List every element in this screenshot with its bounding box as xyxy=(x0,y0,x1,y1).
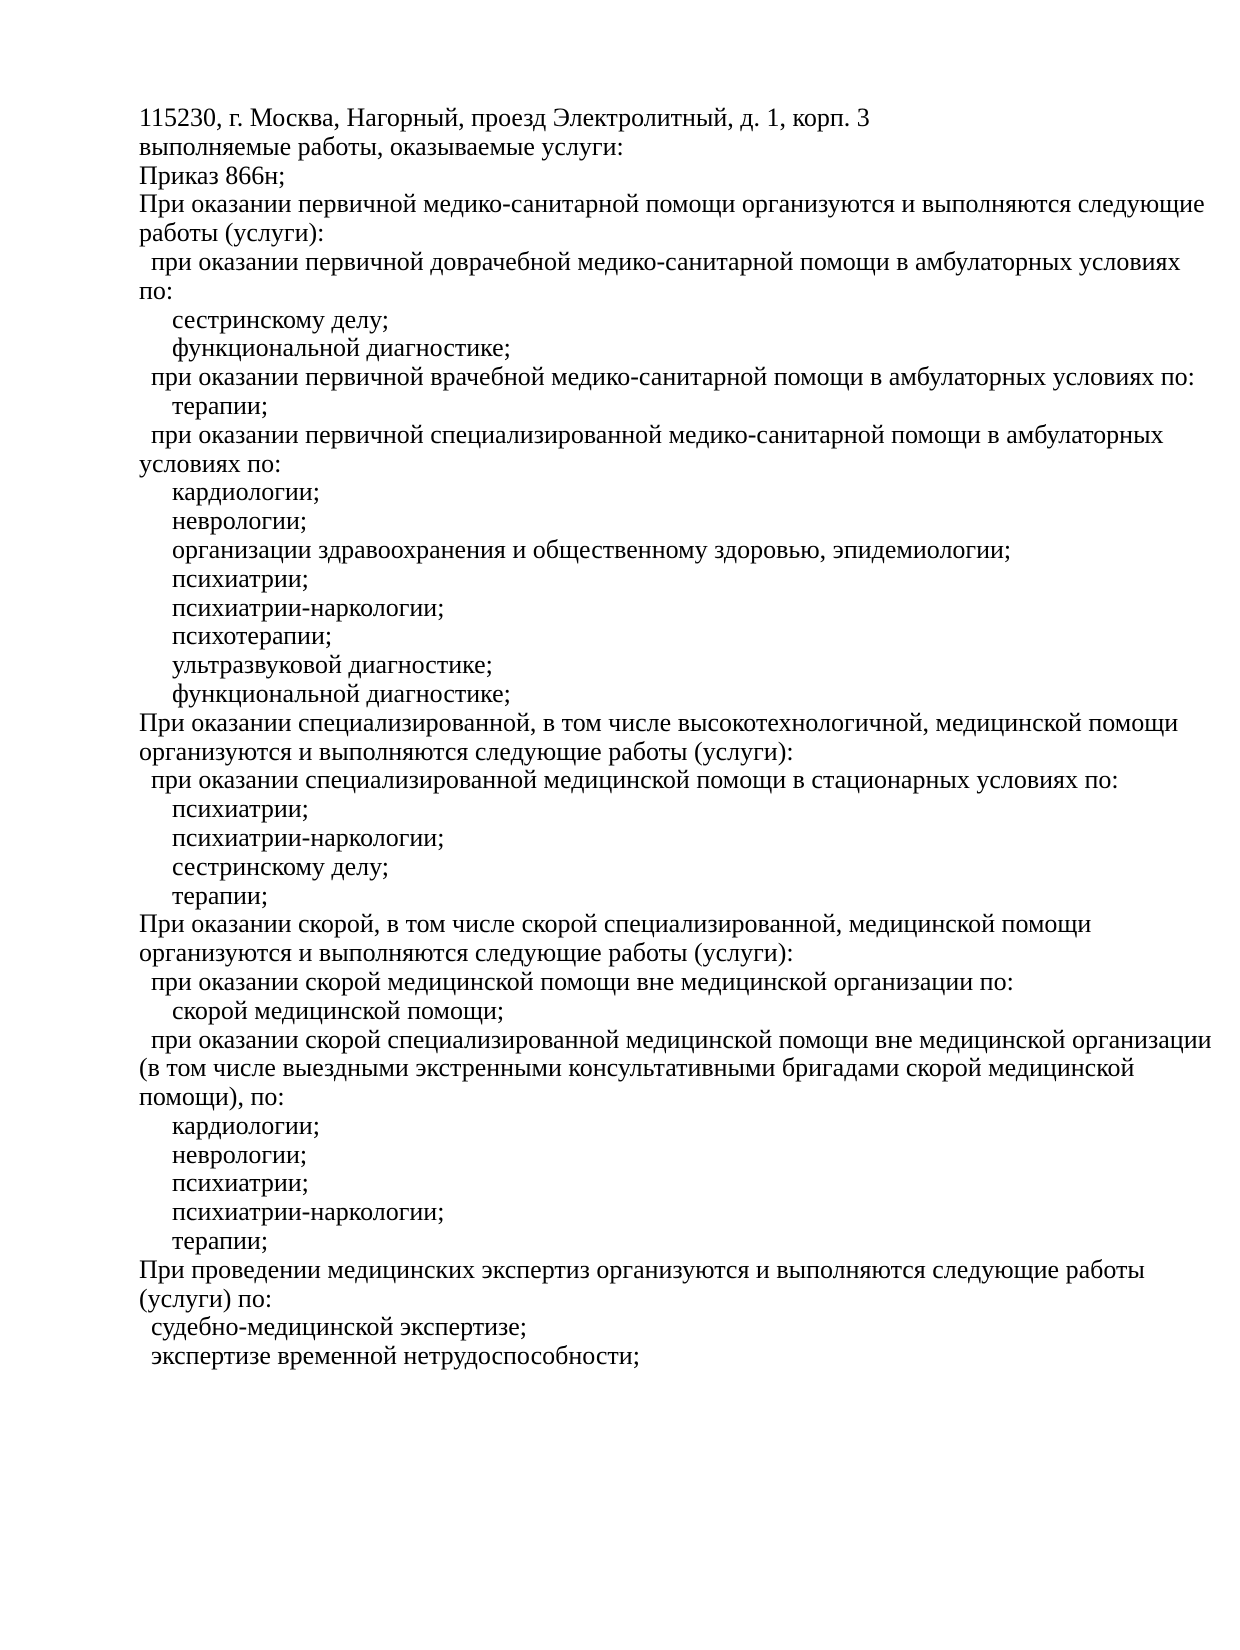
text-line: при оказании первичной врачебной медико-санитарной помощи в амбулаторных условиях по: xyxy=(151,362,1195,392)
text-line: При проведении медицинских экспертиз организуются и выполняются следующие работы xyxy=(139,1254,1145,1284)
text-line: при оказании скорой медицинской помощи вне медицинской организации по: xyxy=(151,966,1014,996)
text-line: выполняемые работы, оказываемые услуги: xyxy=(139,131,624,161)
text-line: по: xyxy=(139,275,174,305)
text-line: Приказ 866н; xyxy=(139,160,286,190)
text-line: организуются и выполняются следующие работы (услуги): xyxy=(139,938,794,968)
text-line: функциональной диагностике; xyxy=(172,678,511,708)
text-line: психиатрии-наркологии; xyxy=(172,822,445,852)
document-page xyxy=(139,103,1212,1371)
text-line: при оказании специализированной медицинской помощи в стационарных условиях по: xyxy=(151,765,1119,795)
text-line: организации здравоохранения и общественному здоровью, эпидемиологии; xyxy=(172,534,1012,564)
text-line: сестринскому делу; xyxy=(172,851,390,881)
address-line: 115230, г. Москва, Нагорный, проезд Электролитный, д. 1, корп. 3 xyxy=(139,103,870,132)
text-line: терапии; xyxy=(172,1226,269,1256)
text-line: неврологии; xyxy=(172,506,308,536)
text-line: помощи), по: xyxy=(139,1082,285,1112)
text-line: При оказании скорой, в том числе скорой специализированной, медицинской помощи xyxy=(139,909,1092,939)
text-line: психиатрии-наркологии; xyxy=(172,1197,445,1227)
text-line: при оказании скорой специализированной медицинской помощи вне медицинской организации xyxy=(151,1024,1212,1054)
text-line: при оказании первичной специализированной медико-санитарной помощи в амбулаторных xyxy=(151,419,1164,449)
text-line: терапии; xyxy=(172,880,269,910)
text-line: экспертизе временной нетрудоспособности; xyxy=(151,1341,640,1371)
text-line: психотерапии; xyxy=(172,621,333,651)
text-line: неврологии; xyxy=(172,1139,308,1169)
text-line: терапии; xyxy=(172,390,269,420)
text-line: психиатрии; xyxy=(172,563,309,593)
text-line: при оказании первичной доврачебной медико-санитарной помощи в амбулаторных условиях xyxy=(151,246,1181,276)
text-line: (услуги) по: xyxy=(139,1283,273,1313)
text-line: работы (услуги): xyxy=(139,218,325,248)
text-line: психиатрии; xyxy=(172,794,309,824)
text-line: судебно-медицинской экспертизе; xyxy=(151,1312,528,1342)
text-line: скорой медицинской помощи; xyxy=(172,995,505,1025)
text-line: При оказании специализированной, в том числе высокотехнологичной, медицинской помощи xyxy=(139,707,1179,737)
text-line: (в том числе выездными экстренными консультативными бригадами скорой медицинской xyxy=(139,1053,1135,1083)
text-line: кардиологии; xyxy=(172,1110,320,1140)
text-line: психиатрии; xyxy=(172,1168,309,1198)
text-line: организуются и выполняются следующие работы (услуги): xyxy=(139,736,794,766)
text-line: сестринскому делу; xyxy=(172,304,390,334)
text-line: функциональной диагностике; xyxy=(172,333,511,363)
text-line: условиях по: xyxy=(139,448,282,478)
text-line: ультразвуковой диагностике; xyxy=(172,650,493,680)
text-line: психиатрии-наркологии; xyxy=(172,592,445,622)
text-line: При оказании первичной медико-санитарной помощи организуются и выполняются следующие xyxy=(139,189,1205,219)
text-line: кардиологии; xyxy=(172,477,320,507)
